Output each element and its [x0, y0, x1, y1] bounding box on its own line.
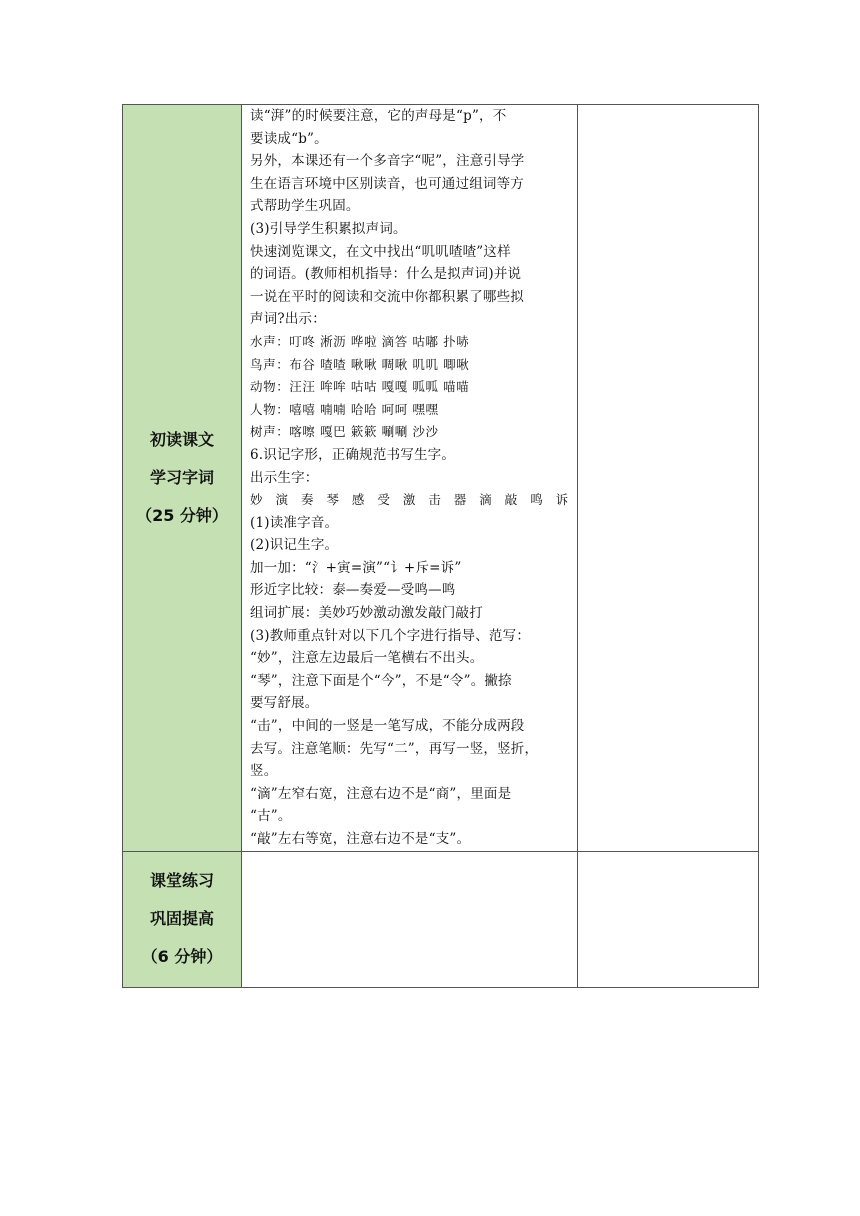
content-line: 要读成“b”。 [250, 130, 328, 147]
content-cell-practice [242, 851, 578, 987]
label-line: 学习字词 [149, 467, 214, 487]
label-line: （6 分钟） [141, 947, 223, 967]
content-cell-reading [242, 105, 578, 852]
content-line: (3)引导学生积累拟声词。 [250, 220, 407, 237]
content-line: 6.识记字形，正确规范书写生字。 [250, 446, 456, 463]
content-line: (3)教师重点针对以下几个字进行指导、范写： [250, 627, 531, 644]
onomatopoeia-line: 鸟声：布谷 喳喳 啾啾 啁啾 叽叽 唧啾 [250, 356, 470, 372]
content-line: 出示生字： [250, 469, 319, 486]
content-line: 另外，本课还有一个多音字“呢”，注意引导学 [250, 153, 525, 170]
content-line: 加一加：“氵+寅=演”“讠+斥=诉” [250, 559, 462, 576]
table-row-practice [123, 851, 759, 987]
content-line: “琴”，注意下面是个“今”，不是“令”。撇捺 [250, 672, 512, 689]
label-line: 初读课文 [149, 429, 214, 449]
content-line: (2)识记生字。 [250, 537, 339, 554]
content-line: “击”，中间的一竖是一笔写成，不能分成两段 [250, 718, 525, 735]
content-line: “敲”左右等宽，注意右边不是“支”。 [250, 831, 471, 847]
content-line: “古”。 [250, 808, 292, 825]
new-characters-line: 妙 演 奏 琴 感 受 激 击 器 滴 敲 鸣 诉 [250, 492, 573, 508]
content-line: 要写舒展。 [250, 695, 319, 712]
content-line: 快速浏览课文，在文中找出“叽叽喳喳”这样 [250, 243, 511, 260]
content-line: 声词?出示： [250, 311, 326, 328]
label-line: （25 分钟） [136, 505, 228, 525]
notes-cell-practice [577, 851, 758, 987]
section-label-practice [123, 851, 242, 987]
lesson-plan-table [122, 104, 759, 988]
onomatopoeia-line: 树声：喀嚓 嘎巴 簌簌 唰唰 沙沙 [250, 424, 439, 440]
content-line: 去写。注意笔顺：先写“二”，再写一竖，竖折， [250, 740, 539, 757]
onomatopoeia-line: 动物：汪汪 哞哞 咕咕 嘎嘎 呱呱 喵喵 [250, 379, 470, 395]
content-line: 生在语言环境中区别读音，也可通过组词等方 [250, 175, 524, 192]
content-line: 组词扩展：美妙巧妙激动激发敲门敲打 [250, 605, 483, 622]
notes-cell-reading [577, 105, 758, 852]
label-line: 课堂练习 [149, 871, 214, 891]
content-line: 读“湃”的时候要注意，它的声母是“p”，不 [250, 108, 507, 124]
onomatopoeia-line: 水声：叮咚 淅沥 哗啦 滴答 咕嘟 扑哧 [250, 333, 470, 349]
content-line: 一说在平时的阅读和交流中你都积累了哪些拟 [250, 288, 524, 305]
content-line: 的词语。(教师相机指导：什么是拟声词)并说 [250, 266, 522, 283]
label-line: 巩固提高 [149, 909, 214, 929]
table-row-reading [123, 105, 759, 852]
content-line: (1)读准字音。 [250, 514, 339, 531]
content-line: 竖。 [250, 763, 278, 780]
content-line: 形近字比较：泰—奏爱—受鸣—鸣 [250, 582, 456, 599]
content-line: “妙”，注意左边最后一笔横右不出头。 [250, 650, 484, 667]
section-label-reading [123, 105, 242, 852]
content-line: 式帮助学生巩固。 [250, 198, 360, 215]
content-line: “滴”左窄右宽，注意右边不是“商”，里面是 [250, 785, 512, 802]
onomatopoeia-line: 人物：嘻嘻 喃喃 哈哈 呵呵 嘿嘿 [250, 401, 439, 417]
